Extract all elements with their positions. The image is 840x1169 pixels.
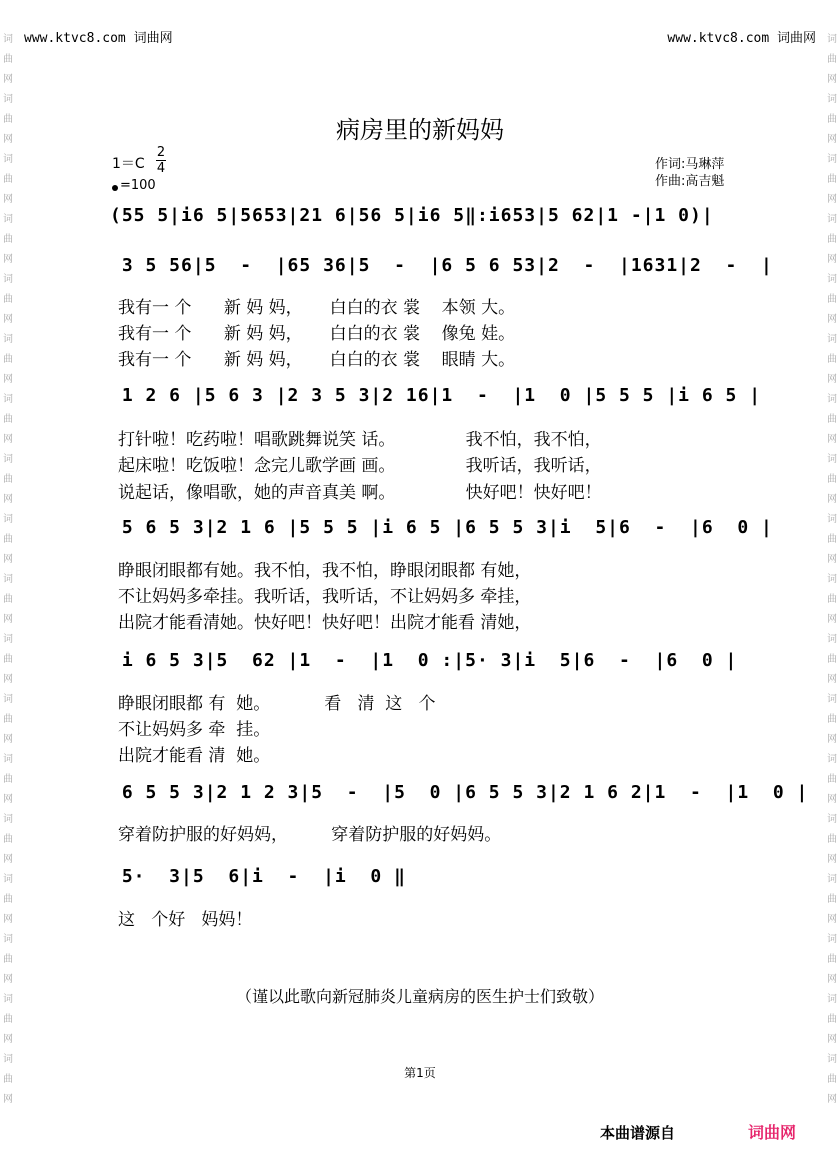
watermark-char: 曲 bbox=[827, 1074, 837, 1085]
watermark-char: 曲 bbox=[827, 54, 837, 65]
site-logo[interactable]: 词曲网 bbox=[748, 1123, 797, 1142]
watermark-char: 词 bbox=[3, 94, 13, 105]
watermark-char: 网 bbox=[827, 854, 837, 865]
lyric-line: 我有一 个 新 妈 妈， 白白的衣 裳 像兔 娃。 bbox=[118, 324, 516, 344]
watermark-char: 词 bbox=[827, 34, 837, 45]
watermark-char: 曲 bbox=[3, 114, 13, 125]
watermark-char: 曲 bbox=[3, 954, 13, 965]
watermark-char: 词 bbox=[827, 394, 837, 405]
watermark-char: 词 bbox=[827, 94, 837, 105]
watermark-char: 词 bbox=[3, 274, 13, 285]
watermark-char: 词 bbox=[827, 874, 837, 885]
watermark-char: 词 bbox=[3, 394, 13, 405]
source-label: 本曲谱源自 bbox=[600, 1124, 676, 1142]
watermark-char: 词 bbox=[827, 214, 837, 225]
watermark-char: 曲 bbox=[827, 354, 837, 365]
watermark-char: 网 bbox=[3, 854, 13, 865]
lyric-line: 这 个好 妈妈！ bbox=[118, 910, 253, 930]
watermark-char: 词 bbox=[827, 514, 837, 525]
watermark-char: 曲 bbox=[3, 834, 13, 845]
watermark-char: 曲 bbox=[827, 234, 837, 245]
watermark-char: 网 bbox=[827, 194, 837, 205]
watermark-char: 词 bbox=[3, 694, 13, 705]
watermark-char: 词 bbox=[3, 754, 13, 765]
time-bottom: 4 bbox=[156, 161, 166, 176]
watermark-char: 词 bbox=[3, 994, 13, 1005]
watermark-char: 曲 bbox=[827, 954, 837, 965]
watermark-char: 词 bbox=[827, 334, 837, 345]
song-title: 病房里的新妈妈 bbox=[336, 116, 504, 144]
watermark-char: 曲 bbox=[827, 834, 837, 845]
watermark-char: 网 bbox=[3, 254, 13, 265]
watermark-char: 词 bbox=[3, 34, 13, 45]
watermark-char: 曲 bbox=[3, 1074, 13, 1085]
watermark-char: 曲 bbox=[3, 54, 13, 65]
lyric-line: 说起话，像唱歌，她的声音真美 啊。 快好吧！快好吧！ bbox=[118, 483, 602, 503]
watermark-char: 曲 bbox=[3, 534, 13, 545]
staff-line-1: (55 5|i6 5|5653|21 6|56 5|i6 5‖:i653|5 62|1 -|1 0)| bbox=[110, 205, 714, 226]
watermark-char: 曲 bbox=[827, 114, 837, 125]
watermark-char: 网 bbox=[3, 374, 13, 385]
watermark-char: 曲 bbox=[3, 354, 13, 365]
watermark-char: 曲 bbox=[3, 174, 13, 185]
watermark-char: 网 bbox=[827, 434, 837, 445]
staff-line-4: 5 6 5 3|2 1 6 |5 5 5 |i 6 5 |6 5 5 3|i 5|6 - |6 0 | bbox=[110, 517, 773, 538]
lyric-line: 打针啦！吃药啦！唱歌跳舞说笑 话。 我不怕，我不怕， bbox=[118, 430, 602, 450]
watermark-char: 网 bbox=[3, 554, 13, 565]
watermark-char: 网 bbox=[827, 254, 837, 265]
watermark-char: 网 bbox=[827, 734, 837, 745]
watermark-char: 曲 bbox=[827, 1014, 837, 1025]
lyric-line: 不让妈妈多 牵 挂。 bbox=[118, 720, 271, 740]
watermark-char: 网 bbox=[3, 1094, 13, 1105]
watermark-char: 词 bbox=[827, 1054, 837, 1065]
watermark-char: 词 bbox=[3, 514, 13, 525]
watermark-char: 网 bbox=[3, 194, 13, 205]
watermark-char: 曲 bbox=[827, 714, 837, 725]
tempo-value: =100 bbox=[120, 178, 156, 193]
watermark-char: 网 bbox=[827, 74, 837, 85]
watermark-char: 曲 bbox=[827, 894, 837, 905]
lyric-line: 出院才能看清她。快好吧！快好吧！出院才能看 清她， bbox=[118, 613, 532, 633]
watermark-char: 曲 bbox=[3, 294, 13, 305]
time-signature bbox=[156, 145, 166, 176]
lyric-line: 睁眼闭眼都有她。我不怕，我不怕，睁眼闭眼都 有她， bbox=[118, 561, 532, 581]
watermark-char: 词 bbox=[827, 994, 837, 1005]
site-url-left[interactable]: www.ktvc8.com 词曲网 bbox=[24, 31, 173, 46]
lyric-line: 出院才能看 清 她。 bbox=[118, 746, 271, 766]
watermark-char: 词 bbox=[3, 814, 13, 825]
lyric-line: 穿着防护服的好妈妈， 穿着防护服的好妈妈。 bbox=[118, 825, 502, 845]
watermark-char: 网 bbox=[827, 1034, 837, 1045]
watermark-char: 网 bbox=[3, 434, 13, 445]
watermark-char: 曲 bbox=[827, 774, 837, 785]
watermark-char: 词 bbox=[827, 754, 837, 765]
watermark-char: 网 bbox=[827, 1094, 837, 1105]
dedication: （谨以此歌向新冠肺炎儿童病房的医生护士们致敬） bbox=[235, 987, 604, 1006]
lyric-line: 我有一 个 新 妈 妈， 白白的衣 裳 眼睛 大。 bbox=[118, 350, 516, 370]
lyric-line: 睁眼闭眼都 有 她。 看 清 这 个 bbox=[118, 694, 436, 714]
watermark-char: 词 bbox=[827, 274, 837, 285]
watermark-char: 曲 bbox=[827, 294, 837, 305]
watermark-char: 网 bbox=[3, 1034, 13, 1045]
watermark-char: 词 bbox=[827, 454, 837, 465]
watermark-char: 曲 bbox=[827, 654, 837, 665]
key-signature: 1＝C bbox=[112, 156, 145, 172]
watermark-char: 网 bbox=[3, 974, 13, 985]
watermark-char: 曲 bbox=[3, 894, 13, 905]
lyric-line: 起床啦！吃饭啦！念完儿歌学画 画。 我听话，我听话， bbox=[118, 456, 602, 476]
watermark-char: 网 bbox=[3, 74, 13, 85]
watermark-char: 词 bbox=[3, 634, 13, 645]
staff-line-7: 5· 3|5 6|i - |i 0 ‖ bbox=[110, 866, 406, 887]
watermark-char: 曲 bbox=[827, 174, 837, 185]
watermark-char: 网 bbox=[3, 734, 13, 745]
watermark-char: 词 bbox=[827, 634, 837, 645]
site-url-right[interactable]: www.ktvc8.com 词曲网 bbox=[667, 31, 816, 46]
watermark-char: 网 bbox=[827, 134, 837, 145]
watermark-char: 网 bbox=[3, 134, 13, 145]
watermark-char: 词 bbox=[827, 934, 837, 945]
side-watermark-left bbox=[1, 30, 15, 1110]
watermark-char: 词 bbox=[3, 154, 13, 165]
lyric-line: 我有一 个 新 妈 妈， 白白的衣 裳 本领 大。 bbox=[118, 298, 516, 318]
lyric-line: 不让妈妈多牵挂。我听话，我听话，不让妈妈多 牵挂， bbox=[118, 587, 532, 607]
composer: 作曲:高吉魁 bbox=[655, 174, 725, 189]
watermark-char: 曲 bbox=[3, 234, 13, 245]
watermark-char: 网 bbox=[3, 494, 13, 505]
watermark-char: 网 bbox=[827, 674, 837, 685]
watermark-char: 网 bbox=[827, 554, 837, 565]
watermark-char: 网 bbox=[827, 914, 837, 925]
watermark-char: 词 bbox=[3, 1054, 13, 1065]
watermark-char: 曲 bbox=[827, 474, 837, 485]
time-top: 2 bbox=[156, 145, 166, 160]
watermark-char: 曲 bbox=[3, 1014, 13, 1025]
watermark-char: 曲 bbox=[3, 774, 13, 785]
watermark-char: 曲 bbox=[827, 594, 837, 605]
watermark-char: 词 bbox=[827, 154, 837, 165]
watermark-char: 词 bbox=[3, 454, 13, 465]
watermark-char: 网 bbox=[827, 374, 837, 385]
watermark-char: 词 bbox=[3, 214, 13, 225]
watermark-char: 曲 bbox=[827, 414, 837, 425]
watermark-char: 词 bbox=[827, 814, 837, 825]
watermark-char: 词 bbox=[827, 694, 837, 705]
watermark-char: 曲 bbox=[3, 714, 13, 725]
staff-line-2: 3 5 56|5 - |65 36|5 - |6 5 6 53|2 - |1631|2 - | bbox=[110, 255, 773, 276]
watermark-char: 网 bbox=[3, 314, 13, 325]
staff-line-5: i 6 5 3|5 62 |1 - |1 0 :|5· 3|i 5|6 - |6 0 | bbox=[110, 650, 738, 671]
watermark-char: 曲 bbox=[3, 474, 13, 485]
watermark-char: 网 bbox=[827, 494, 837, 505]
watermark-char: 曲 bbox=[3, 414, 13, 425]
watermark-char: 网 bbox=[3, 914, 13, 925]
side-watermark-right bbox=[825, 30, 839, 1110]
staff-line-3: 1 2 6 |5 6 3 |2 3 5 3|2 16|1 - |1 0 |5 5 5 |i 6 5 | bbox=[110, 385, 762, 406]
watermark-char: 曲 bbox=[3, 594, 13, 605]
watermark-char: 词 bbox=[3, 934, 13, 945]
watermark-char: 网 bbox=[827, 974, 837, 985]
watermark-char: 网 bbox=[827, 314, 837, 325]
watermark-char: 网 bbox=[3, 794, 13, 805]
staff-line-6: 6 5 5 3|2 1 2 3|5 - |5 0 |6 5 5 3|2 1 6 2|1 - |1 0 | bbox=[110, 782, 809, 803]
lyricist: 作词:马琳萍 bbox=[655, 157, 725, 172]
watermark-char: 网 bbox=[827, 794, 837, 805]
quarter-note-icon bbox=[112, 185, 118, 191]
watermark-char: 网 bbox=[3, 674, 13, 685]
watermark-char: 网 bbox=[3, 614, 13, 625]
watermark-char: 词 bbox=[3, 334, 13, 345]
watermark-char: 词 bbox=[3, 574, 13, 585]
watermark-char: 词 bbox=[3, 874, 13, 885]
watermark-char: 曲 bbox=[3, 654, 13, 665]
watermark-char: 网 bbox=[827, 614, 837, 625]
page-number: 第1页 bbox=[404, 1066, 436, 1080]
watermark-char: 曲 bbox=[827, 534, 837, 545]
watermark-char: 词 bbox=[827, 574, 837, 585]
tempo-mark bbox=[112, 178, 156, 193]
